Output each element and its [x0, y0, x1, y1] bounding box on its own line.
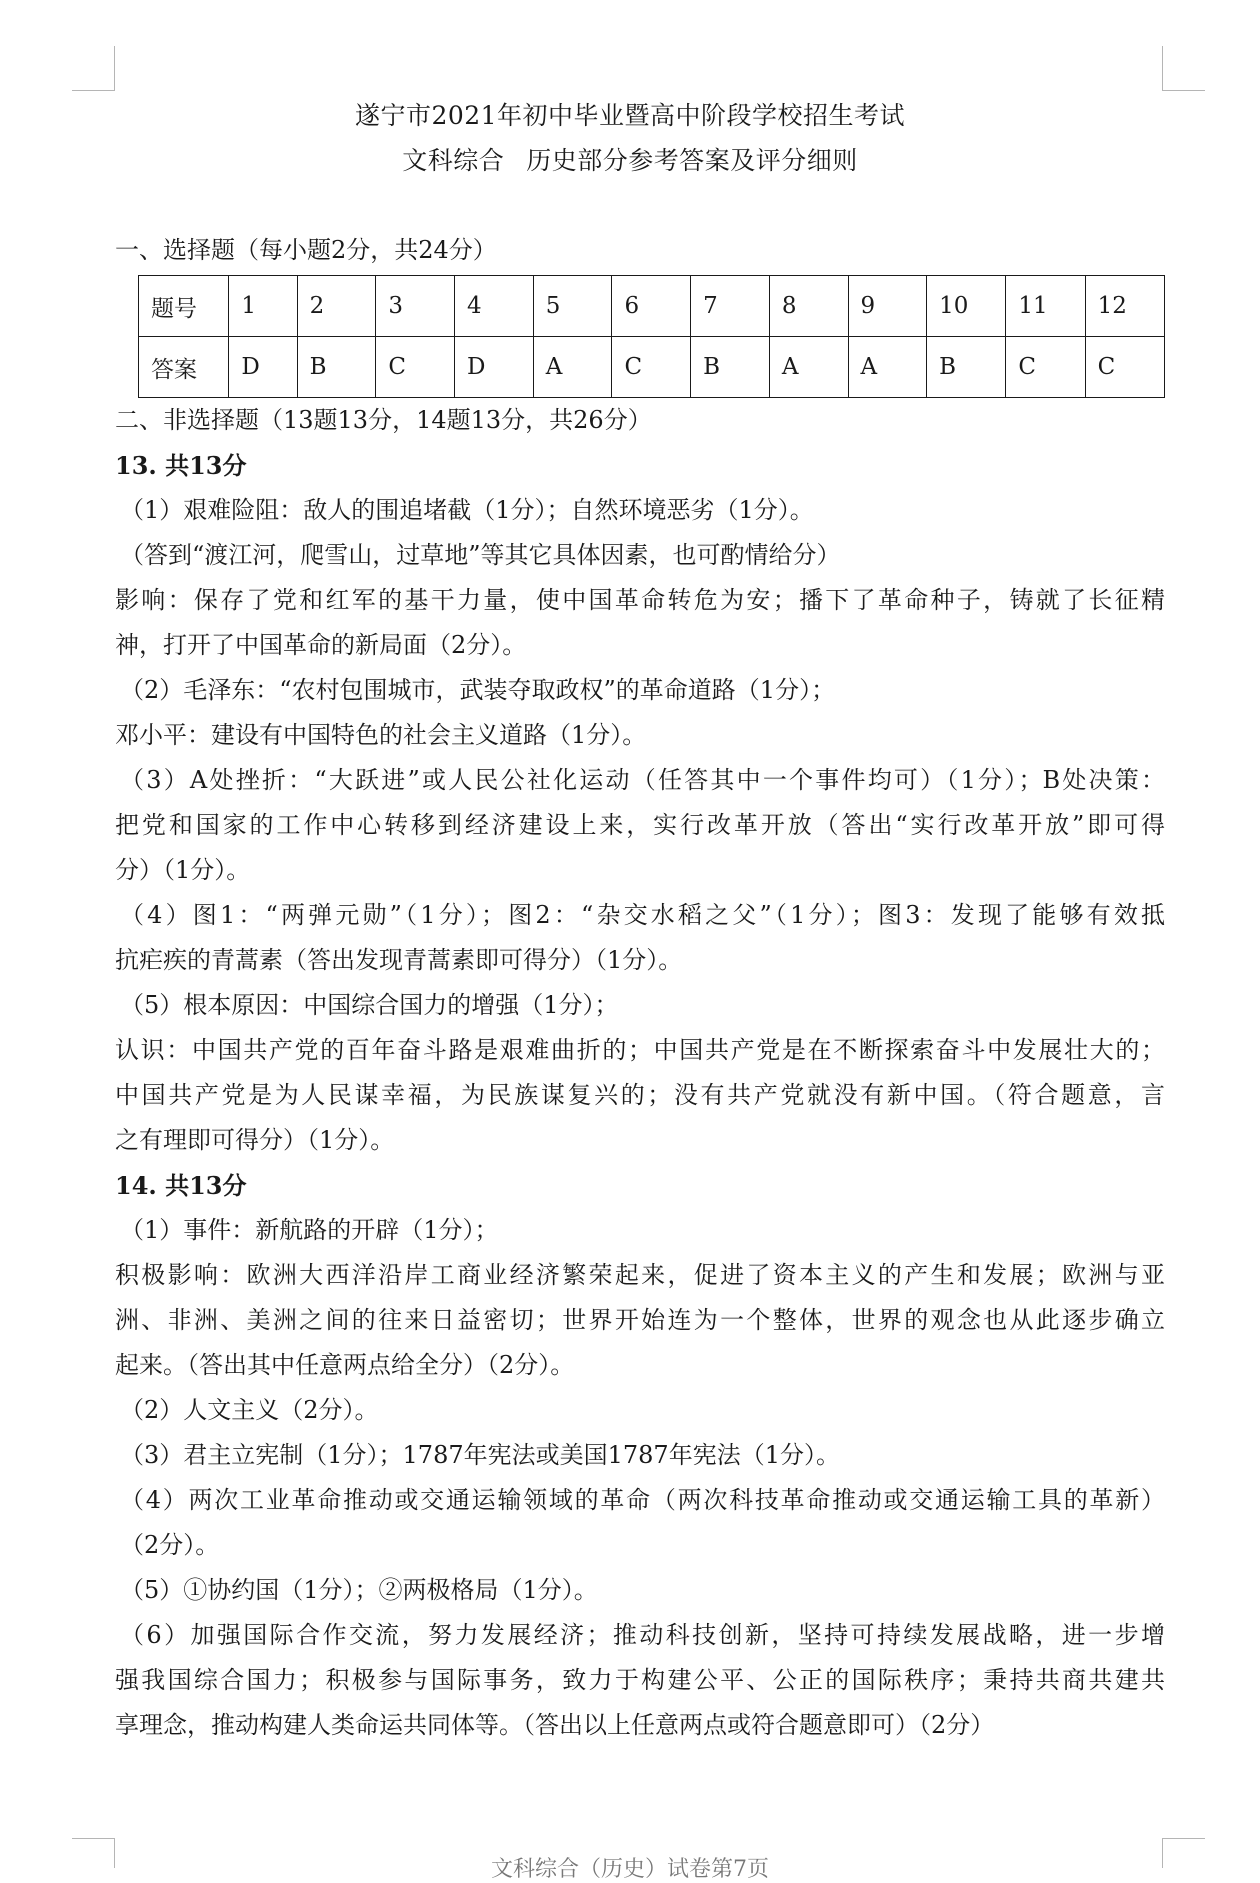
- table-cell: B: [297, 337, 376, 398]
- table-cell: C: [1006, 337, 1085, 398]
- table-row-numbers: [139, 276, 1165, 337]
- q13-line: 中国共产党是为人民谋幸福，为民族谋复兴的；没有共产党就没有新中国。（符合题意，言: [115, 1081, 1165, 1109]
- q13-line: （答到“渡江河，爬雪山，过草地”等其它具体因素，也可酌情给分）: [120, 541, 841, 569]
- table-cell: 9: [848, 276, 927, 337]
- q13-line: 认识：中国共产党的百年奋斗路是艰难曲折的；中国共产党是在不断探索奋斗中发展壮大的；: [115, 1036, 1165, 1064]
- table-cell: 2: [297, 276, 376, 337]
- q14-line: （3）君主立宪制（1分）；1787年宪法或美国1787年宪法（1分）。: [120, 1441, 840, 1469]
- table-cell: 6: [612, 276, 691, 337]
- subtitle-subject: 文科综合: [402, 146, 505, 175]
- q13-line: （1）艰难险阻：敌人的围追堵截（1分）；自然环境恶劣（1分）。: [120, 496, 814, 524]
- subtitle-desc: 历史部分参考答案及评分细则: [526, 146, 858, 175]
- table-cell: 8: [769, 276, 848, 337]
- q13-line: 邓小平：建设有中国特色的社会主义道路（1分）。: [115, 721, 647, 749]
- q14-line: （4）两次工业革命推动或交通运输领域的革命（两次科技革命推动或交通运输工具的革新）: [120, 1486, 1165, 1514]
- q14-line: 强我国综合国力；积极参与国际事务，致力于构建公平、公正的国际秩序；秉持共商共建共: [115, 1666, 1165, 1694]
- q14-line: 洲、非洲、美洲之间的往来日益密切；世界开始连为一个整体，世界的观念也从此逐步确立: [115, 1306, 1165, 1334]
- table-cell: A: [848, 337, 927, 398]
- table-cell: 7: [691, 276, 770, 337]
- q14-line: 起来。（答出其中任意两点给全分）（2分）。: [115, 1351, 575, 1379]
- q14-line: （6）加强国际合作交流，努力发展经济；推动科技创新，坚持可持续发展战略，进一步增: [120, 1621, 1165, 1649]
- table-cell: 11: [1006, 276, 1085, 337]
- q13-line: （5）根本原因：中国综合国力的增强（1分）；: [120, 991, 619, 1019]
- table-cell: 3: [376, 276, 455, 337]
- q13-line: 把党和国家的工作中心转移到经济建设上来，实行改革开放（答出“实行改革开放”即可得: [115, 811, 1165, 839]
- table-cell: C: [1085, 337, 1164, 398]
- q13-line: 影响：保存了党和红军的基干力量，使中国革命转危为安；播下了革命种子，铸就了长征精: [115, 586, 1165, 614]
- exam-subtitle: [0, 141, 1260, 177]
- table-cell: 4: [455, 276, 534, 337]
- table-row-answers: [139, 337, 1165, 398]
- q14-line: 积极影响：欧洲大西洋沿岸工商业经济繁荣起来，促进了资本主义的产生和发展；欧洲与亚: [115, 1261, 1165, 1289]
- table-cell: C: [376, 337, 455, 398]
- q14-line: （2）人文主义（2分）。: [120, 1396, 379, 1424]
- q14-line: （5）①协约国（1分）；②两极格局（1分）。: [120, 1576, 598, 1604]
- q13-line: 之有理即可得分）（1分）。: [115, 1126, 395, 1154]
- q13-title: 13. 共13分: [115, 451, 247, 480]
- table-cell: B: [927, 337, 1006, 398]
- row-label-answer: 答案: [139, 337, 229, 398]
- q13-line: 抗疟疾的青蒿素（答出发现青蒿素即可得分）（1分）。: [115, 946, 683, 974]
- table-cell: 1: [229, 276, 297, 337]
- table-cell: D: [455, 337, 534, 398]
- q14-line: （2分）。: [120, 1531, 220, 1559]
- q13-line: （4）图1：“两弹元勋”（1分）；图2：“杂交水稻之父”（1分）；图3：发现了能够有效抵: [120, 901, 1165, 929]
- exam-title: 遂宁市2021年初中毕业暨高中阶段学校招生考试: [354, 101, 906, 130]
- page-footer: 文科综合（历史）试卷第7页: [491, 1857, 769, 1882]
- q14-line: （1）事件：新航路的开辟（1分）；: [120, 1216, 499, 1244]
- answer-table: [138, 275, 1165, 398]
- section2-heading: 二、非选择题（13题13分，14题13分，共26分）: [115, 406, 652, 434]
- q14-line: 享理念，推动构建人类命运共同体等。（答出以上任意两点或符合题意即可）（2分）: [115, 1711, 995, 1739]
- table-cell: 10: [927, 276, 1006, 337]
- crop-mark-top-left: [72, 46, 115, 91]
- q13-line: （3）A处挫折：“大跃进”或人民公社化运动（任答其中一个事件均可）（1分）；B处决策：: [120, 766, 1165, 794]
- q13-line: （2）毛泽东：“农村包围城市，武装夺取政权”的革命道路（1分）；: [120, 676, 836, 704]
- q14-title: 14. 共13分: [115, 1171, 247, 1200]
- q13-line: 分）（1分）。: [115, 856, 251, 884]
- section1-heading: 一、选择题（每小题2分，共24分）: [115, 236, 497, 264]
- crop-mark-top-right: [1162, 46, 1205, 91]
- table-cell: A: [769, 337, 848, 398]
- table-cell: B: [691, 337, 770, 398]
- table-cell: 5: [533, 276, 612, 337]
- table-cell: 12: [1085, 276, 1164, 337]
- row-label-number: 题号: [139, 276, 229, 337]
- table-cell: C: [612, 337, 691, 398]
- q13-line: 神，打开了中国革命的新局面（2分）。: [115, 631, 527, 659]
- table-cell: A: [533, 337, 612, 398]
- table-cell: D: [229, 337, 297, 398]
- answer-content: [115, 228, 1165, 1748]
